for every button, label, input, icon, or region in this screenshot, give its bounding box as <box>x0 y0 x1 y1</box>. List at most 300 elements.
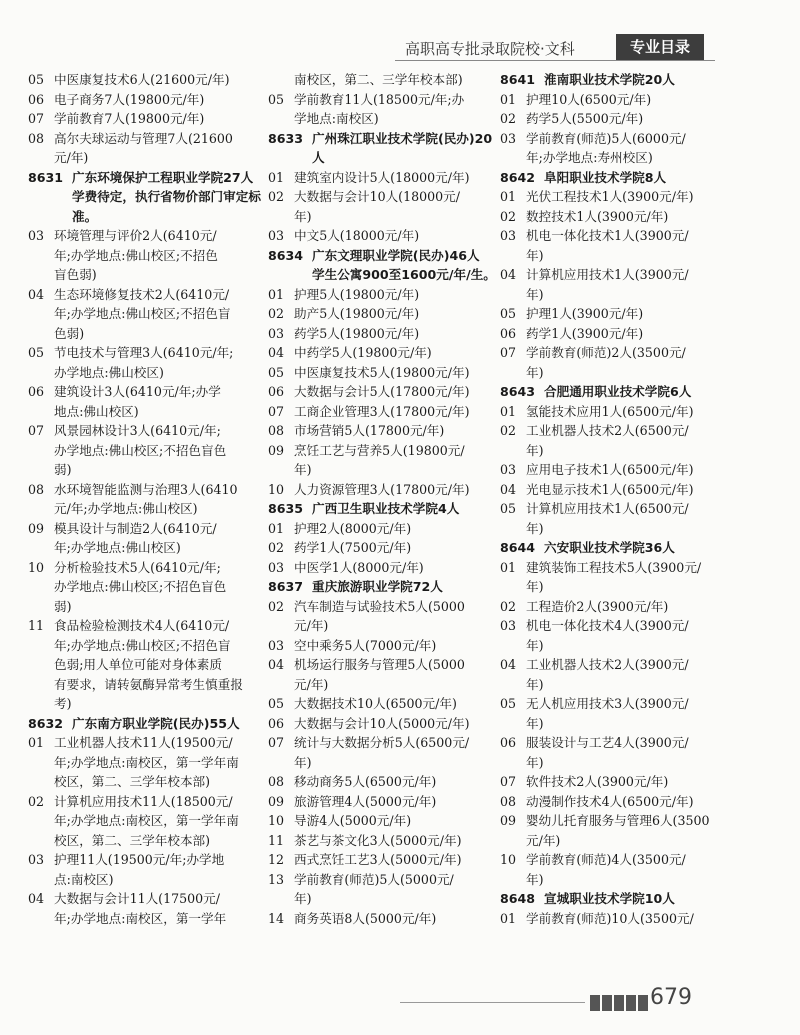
item-code: 01 <box>268 286 285 302</box>
item-text: 校区，第二、三学年校本部) <box>54 832 211 848</box>
item-code: 04 <box>500 481 517 497</box>
item-text: 人 <box>312 150 325 165</box>
list-item <box>268 324 490 344</box>
item-code: 11 <box>28 618 45 633</box>
list-item <box>28 460 252 480</box>
item-text: 工业机器人技术2人(6500元/ <box>526 423 689 438</box>
item-text: 婴幼儿托育服务与管理6人(3500 <box>526 813 710 828</box>
item-text: 淮南职业技术学院20人 <box>544 72 675 87</box>
list-item <box>500 558 722 578</box>
item-text: 水环境智能监测与治理3人(6410 <box>54 481 238 497</box>
item-code: 02 <box>500 111 517 126</box>
item-code: 8637 <box>268 579 304 594</box>
list-item <box>268 733 490 753</box>
item-code: 03 <box>500 228 517 243</box>
item-text: 弱) <box>54 462 72 477</box>
list-item <box>28 772 252 792</box>
item-code: 08 <box>28 481 45 497</box>
list-item <box>28 246 252 266</box>
column-3 <box>500 70 722 928</box>
item-text: 南校区，第二、三学年校本部) <box>294 72 463 87</box>
list-item <box>268 558 490 578</box>
list-item <box>500 519 722 539</box>
list-item <box>500 772 722 792</box>
item-text: 合肥通用职业技术学院6人 <box>544 384 692 399</box>
list-item <box>28 70 252 90</box>
item-text: 年;办学地点:佛山校区;不招色盲 <box>54 306 231 321</box>
item-text: 无人机应用技术3人(3900元/ <box>526 696 689 711</box>
list-item <box>268 616 490 636</box>
item-text: 学前教育(师范)5人(6000元/ <box>526 130 686 146</box>
list-item <box>28 889 252 909</box>
item-text: 元/年) <box>294 676 329 692</box>
school-heading <box>28 168 252 188</box>
item-text: 建筑室内设计5人(18000元/年) <box>294 169 470 185</box>
list-item <box>28 402 252 422</box>
item-text: 学前教育(师范)5人(5000元/ <box>294 871 454 887</box>
list-item <box>28 382 252 402</box>
item-text: 西式烹饪工艺3人(5000元/年) <box>294 852 462 867</box>
item-code: 8643 <box>500 384 536 399</box>
item-text: 年) <box>526 579 544 594</box>
item-text: 机电一体化技术4人(3900元/ <box>526 618 689 633</box>
school-heading <box>28 187 261 207</box>
item-text: 中医康复技术5人(19800元/年) <box>294 364 470 380</box>
item-text: 年;办学地点:佛山校区) <box>54 540 181 555</box>
list-item <box>268 421 490 441</box>
item-text: 护理2人(8000元/年) <box>294 520 412 536</box>
list-item <box>500 460 722 480</box>
list-item <box>268 636 490 656</box>
list-item <box>500 499 722 519</box>
school-heading <box>268 265 496 285</box>
item-text: 广东环境保护工程职业学院27人 <box>72 169 254 185</box>
school-heading <box>500 168 722 188</box>
list-item <box>500 909 722 929</box>
list-item <box>268 363 490 383</box>
item-text: 点:南校区) <box>54 871 114 887</box>
item-code: 08 <box>268 423 285 438</box>
item-text: 广州珠江职业技术学院(民办)20 <box>312 130 493 146</box>
list-item <box>268 772 490 792</box>
list-item <box>268 460 490 480</box>
list-item <box>268 519 490 539</box>
list-item <box>500 850 722 870</box>
item-text: 学前教育11人(18500元/年;办 <box>294 91 465 107</box>
item-code: 10 <box>268 481 285 497</box>
item-code: 8648 <box>500 891 536 906</box>
list-item <box>500 675 722 695</box>
item-text: 机电一体化技术1人(3900元/ <box>526 228 689 243</box>
item-text: 元/年) <box>526 832 561 848</box>
list-item <box>500 811 722 831</box>
item-code: 01 <box>268 169 285 185</box>
item-text: 氢能技术应用1人(6500元/年) <box>526 403 694 419</box>
item-code: 03 <box>28 852 45 867</box>
item-text: 人力资源管理3人(17800元/年) <box>294 481 470 497</box>
school-heading <box>268 246 490 266</box>
list-item <box>268 675 490 695</box>
item-text: 六安职业技术学院36人 <box>544 540 675 555</box>
item-code: 02 <box>268 306 285 321</box>
list-item <box>500 714 722 734</box>
list-item <box>28 870 252 890</box>
item-code: 05 <box>268 91 285 107</box>
item-text: 中医学1人(8000元/年) <box>294 559 424 575</box>
list-item <box>28 90 252 110</box>
item-code: 05 <box>268 696 285 711</box>
list-item <box>268 811 490 831</box>
item-code: 07 <box>28 423 45 438</box>
list-item <box>268 207 490 227</box>
item-text: 年) <box>526 286 544 302</box>
item-text: 年) <box>526 520 544 536</box>
item-text: 高尔夫球运动与管理7人(21600 <box>54 130 233 146</box>
item-code: 04 <box>28 891 45 906</box>
item-text: 环境管理与评价2人(6410元/ <box>54 228 217 243</box>
item-text: 助产5人(19800元/年) <box>294 306 420 321</box>
item-text: 中药学5人(19800元/年) <box>294 345 432 360</box>
item-text: 茶艺与茶文化3人(5000元/年) <box>294 832 462 848</box>
list-item <box>28 441 252 461</box>
item-code: 01 <box>500 403 517 419</box>
item-code: 03 <box>268 559 285 575</box>
item-code: 04 <box>268 657 285 672</box>
column-2 <box>268 70 496 928</box>
item-text: 色弱;用人单位可能对身体素质 <box>54 657 222 672</box>
item-text: 校区，第二、三学年校本部) <box>54 774 211 789</box>
item-text: 汽车制造与试验技术5人(5000 <box>294 598 465 614</box>
page-number: 679 <box>650 985 692 1010</box>
item-code: 09 <box>500 813 517 828</box>
item-text: 护理10人(6500元/年) <box>526 91 652 107</box>
item-text: 年) <box>294 208 312 224</box>
list-item <box>268 304 490 324</box>
item-text: 年) <box>526 715 544 731</box>
list-item <box>268 753 490 773</box>
item-text: 药学5人(19800元/年) <box>294 325 420 341</box>
list-item <box>268 441 490 461</box>
item-code: 07 <box>268 403 285 419</box>
list-item <box>500 285 722 305</box>
list-item <box>28 909 252 929</box>
item-code: 03 <box>268 325 285 341</box>
list-item <box>28 597 252 617</box>
item-code: 06 <box>268 384 285 399</box>
item-text: 年) <box>294 754 312 770</box>
item-text: 生态环境修复技术2人(6410元/ <box>54 286 230 302</box>
item-text: 大数据与会计10人(18000元/ <box>294 189 460 204</box>
item-code: 02 <box>268 598 285 614</box>
list-item <box>28 324 252 344</box>
item-text: 年) <box>526 637 544 653</box>
list-item <box>28 733 252 753</box>
item-code: 13 <box>268 871 285 887</box>
list-item <box>500 421 722 441</box>
list-item <box>28 304 252 324</box>
list-item <box>268 168 490 188</box>
list-item <box>268 694 490 714</box>
item-code: 04 <box>500 267 517 282</box>
item-text: 广东南方职业学院(民办)55人 <box>72 715 240 731</box>
list-item <box>268 226 490 246</box>
item-text: 学生公寓900至1600元/年/生。 <box>312 267 496 282</box>
item-code: 05 <box>500 306 517 321</box>
item-text: 食品检验检测技术4人(6410元/ <box>54 618 230 633</box>
list-item <box>28 421 252 441</box>
item-text: 学费待定，执行省物价部门审定标 <box>72 189 261 204</box>
list-item <box>500 792 722 812</box>
item-code: 03 <box>268 637 285 653</box>
item-code: 06 <box>28 91 45 107</box>
item-code: 07 <box>500 345 517 360</box>
item-code: 02 <box>500 423 517 438</box>
item-text: 光伏工程技术1人(3900元/年) <box>526 189 694 204</box>
list-item <box>28 675 252 695</box>
item-text: 年;办学地点:寿州校区) <box>526 150 653 165</box>
item-code: 02 <box>500 598 517 614</box>
list-item <box>28 538 252 558</box>
item-code: 06 <box>500 735 517 750</box>
item-text: 计算机应用技术1人(6500元/ <box>526 501 689 516</box>
list-item <box>268 480 490 500</box>
item-code: 09 <box>268 442 285 458</box>
list-item <box>28 226 252 246</box>
list-item <box>268 850 490 870</box>
school-heading <box>268 148 490 168</box>
item-text: 办学地点:佛山校区;不招色盲色 <box>54 442 227 458</box>
list-item <box>268 343 490 363</box>
item-code: 8641 <box>500 72 536 87</box>
item-text: 年) <box>526 871 544 887</box>
item-code: 8635 <box>268 501 304 516</box>
list-item <box>500 733 722 753</box>
item-text: 弱) <box>54 598 72 614</box>
item-code: 06 <box>500 325 517 341</box>
item-text: 重庆旅游职业学院72人 <box>312 579 443 594</box>
item-code: 03 <box>500 618 517 633</box>
item-text: 服装设计与工艺4人(3900元/ <box>526 735 689 750</box>
list-item <box>500 304 722 324</box>
item-code: 8642 <box>500 169 536 185</box>
item-code: 05 <box>500 501 517 516</box>
list-item <box>28 265 252 285</box>
list-item <box>28 850 252 870</box>
item-text: 建筑设计3人(6410元/年;办学 <box>54 384 221 399</box>
item-text: 学前教育7人(19800元/年) <box>54 111 205 126</box>
item-code: 01 <box>28 735 45 750</box>
list-item <box>268 382 490 402</box>
list-item <box>28 694 252 714</box>
school-heading <box>500 382 722 402</box>
item-text: 大数据技术10人(6500元/年) <box>294 696 457 711</box>
list-item <box>500 616 722 636</box>
item-code: 06 <box>28 384 45 399</box>
list-item <box>500 480 722 500</box>
list-item <box>268 187 490 207</box>
item-text: 学前教育(师范)4人(3500元/ <box>526 852 686 867</box>
item-code: 02 <box>28 793 45 809</box>
item-text: 计算机应用技术1人(3900元/ <box>526 267 689 282</box>
item-text: 有要求，请转氨酶异常考生慎重报 <box>54 676 243 692</box>
item-text: 工业机器人技术11人(19500元/ <box>54 735 233 750</box>
item-text: 学前教育(师范)10人(3500元/ <box>526 910 694 926</box>
item-text: 考) <box>54 696 72 711</box>
item-code: 05 <box>28 72 45 87</box>
list-item <box>500 324 722 344</box>
list-item <box>268 70 490 90</box>
item-text: 建筑装饰工程技术5人(3900元/ <box>526 559 702 575</box>
item-text: 年;办学地点:南校区，第一学年南 <box>54 754 239 770</box>
item-code: 08 <box>28 130 45 146</box>
item-code: 02 <box>268 189 285 204</box>
item-text: 元/年) <box>294 618 329 633</box>
item-code: 08 <box>500 793 517 809</box>
item-text: 年;办学地点:佛山校区;不招色 <box>54 247 218 263</box>
item-text: 导游4人(5000元/年) <box>294 813 412 828</box>
list-item <box>500 226 722 246</box>
footer-rule <box>400 1002 585 1003</box>
item-text: 年) <box>526 442 544 458</box>
item-text: 盲色弱) <box>54 267 97 282</box>
column-1 <box>28 70 261 928</box>
item-text: 工程造价2人(3900元/年) <box>526 598 669 614</box>
school-heading <box>500 70 722 90</box>
item-text: 光电显示技术1人(6500元/年) <box>526 481 694 497</box>
item-text: 年;办学地点:南校区，第一学年 <box>54 910 227 926</box>
item-code: 12 <box>268 852 285 867</box>
list-item <box>500 870 722 890</box>
item-code: 14 <box>268 910 285 926</box>
list-item <box>28 109 252 129</box>
list-item <box>500 207 722 227</box>
item-text: 年) <box>294 462 312 477</box>
item-text: 年) <box>526 364 544 380</box>
list-item <box>268 597 490 617</box>
item-text: 空中乘务5人(7000元/年) <box>294 637 437 653</box>
item-code: 8634 <box>268 247 304 263</box>
list-item <box>500 597 722 617</box>
item-code: 05 <box>28 345 45 360</box>
item-text: 节电技术与管理3人(6410元/年; <box>54 345 234 360</box>
item-code: 04 <box>28 286 45 302</box>
item-code: 01 <box>500 91 517 107</box>
item-code: 07 <box>268 735 285 750</box>
item-code: 05 <box>500 696 517 711</box>
item-text: 分析检验技术5人(6410元/年; <box>54 559 221 575</box>
list-item <box>500 90 722 110</box>
item-code: 01 <box>500 910 517 926</box>
item-code: 09 <box>28 520 45 536</box>
list-item <box>28 577 252 597</box>
item-code: 03 <box>28 228 45 243</box>
list-item <box>28 363 252 383</box>
list-item <box>28 499 252 519</box>
list-item <box>500 655 722 675</box>
list-item <box>28 753 252 773</box>
item-text: 药学5人(5500元/年) <box>526 111 644 126</box>
list-item <box>500 148 722 168</box>
item-text: 年) <box>294 891 312 906</box>
item-text: 市场营销5人(17800元/年) <box>294 423 445 438</box>
list-item <box>268 792 490 812</box>
list-item <box>28 655 252 675</box>
list-item <box>268 909 490 929</box>
item-text: 护理5人(19800元/年) <box>294 286 420 302</box>
header-rule <box>395 60 715 61</box>
item-text: 色弱) <box>54 325 85 341</box>
item-text: 旅游管理4人(5000元/年) <box>294 793 437 809</box>
item-code: 10 <box>500 852 517 867</box>
list-item <box>28 558 252 578</box>
list-item <box>500 187 722 207</box>
list-item <box>268 285 490 305</box>
list-item <box>500 343 722 363</box>
item-code: 11 <box>268 832 285 848</box>
list-item <box>28 616 252 636</box>
school-heading <box>268 577 490 597</box>
item-text: 移动商务5人(6500元/年) <box>294 774 437 789</box>
list-item <box>500 363 722 383</box>
item-text: 年) <box>526 247 544 263</box>
item-code: 01 <box>500 559 517 575</box>
item-text: 年;办学地点:南校区，第一学年南 <box>54 813 239 828</box>
item-text: 应用电子技术1人(6500元/年) <box>526 462 694 477</box>
school-heading <box>500 538 722 558</box>
item-code: 06 <box>268 715 285 731</box>
item-text: 元/年) <box>54 150 89 165</box>
item-text: 护理11人(19500元/年;办学地 <box>54 852 225 867</box>
item-code: 05 <box>268 364 285 380</box>
list-item <box>268 889 490 909</box>
item-code: 04 <box>268 345 285 360</box>
item-code: 10 <box>268 813 285 828</box>
item-text: 广东文理职业学院(民办)46人 <box>312 247 480 263</box>
list-item <box>28 831 252 851</box>
item-text: 药学1人(7500元/年) <box>294 540 412 555</box>
item-text: 计算机应用技术11人(18500元/ <box>54 793 233 809</box>
school-heading <box>268 499 490 519</box>
item-code: 8644 <box>500 540 536 555</box>
item-text: 大数据与会计5人(17800元/年) <box>294 384 470 399</box>
section-label: 专业目录 <box>616 34 704 60</box>
running-header: 高职高专批录取院校·文科 <box>405 40 575 58</box>
item-code: 09 <box>268 793 285 809</box>
item-text: 中医康复技术6人(21600元/年) <box>54 72 230 87</box>
item-code: 02 <box>500 208 517 224</box>
list-item <box>28 480 252 500</box>
footer-bars-decoration <box>590 992 650 1011</box>
list-item <box>268 831 490 851</box>
list-item <box>500 577 722 597</box>
item-text: 药学1人(3900元/年) <box>526 325 644 341</box>
item-code: 03 <box>268 228 285 243</box>
item-code: 07 <box>28 111 45 126</box>
item-text: 办学地点:佛山校区) <box>54 364 164 380</box>
list-item <box>500 636 722 656</box>
list-item <box>500 265 722 285</box>
item-text: 模具设计与制造2人(6410元/ <box>54 520 217 536</box>
item-text: 工业机器人技术2人(3900元/ <box>526 657 689 672</box>
item-code: 8633 <box>268 130 304 146</box>
item-text: 大数据与会计10人(5000元/年) <box>294 715 470 731</box>
item-text: 统计与大数据分析5人(6500元/ <box>294 735 470 750</box>
list-item <box>28 285 252 305</box>
item-text: 准。 <box>72 208 98 224</box>
list-item <box>500 831 722 851</box>
item-code: 8632 <box>28 715 64 731</box>
item-text: 数控技术1人(3900元/年) <box>526 208 669 224</box>
